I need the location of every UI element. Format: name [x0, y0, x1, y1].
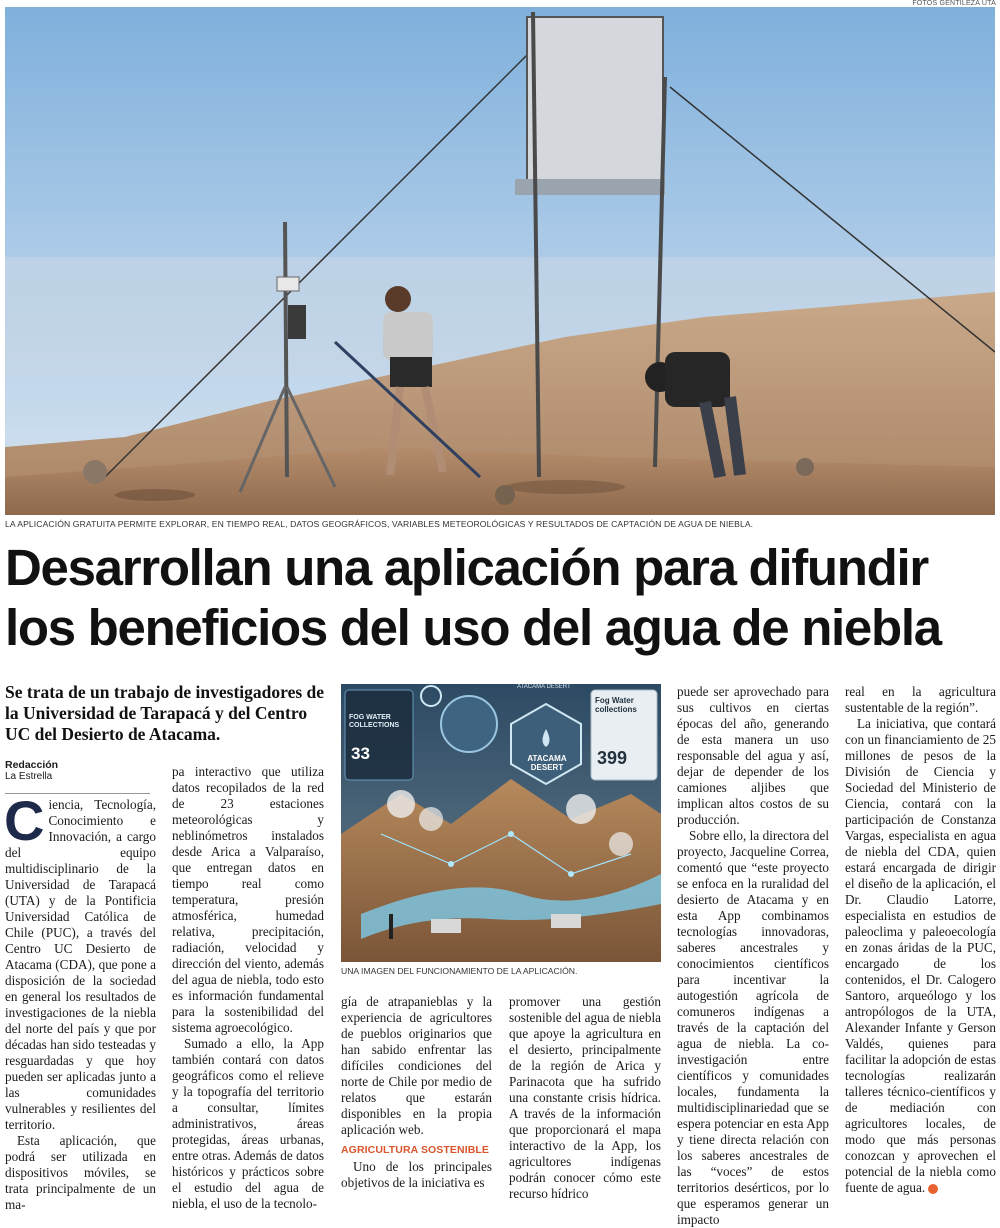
article-paragraph: gía de atrapanieblas y la experiencia de agricultores de pueblos originarios que han sabido enfrentar las difíciles condiciones del norte de Chile por medio de relatos que estarán disponibles en la propia aplicación web.: [341, 994, 492, 1137]
infographic-right-title: Fog Water collections: [595, 696, 637, 714]
paragraph-text: La iniciativa, que contará con un financiamiento de 25 millones de pesos de la División de Ciencia y Sociedad del Ministerio de Ciencia, contará con la participación de Constanza Vargas, especialista en agua de niebla del CDA, quien estará encargada de dirigir el diseño de la aplicación, el Dr. Claudio Latorre, especialista en estudios de paleoclima y paleoecología en zonas áridas de la PUC, encargado de los contenidos, el Dr. Calogero Santoro, arqueólogo y los antropólogos de la UTA, Alexander Infante y Gerson Valdés, quienes para facilitar la adopción de estas tecnologías realizarán talleres técnico-científicos y de mediación con agricultores locales, de modo que más personas conozcan y aprovechen el potencial de la niebla como fuente de agua.: [845, 716, 996, 1195]
dropcap: C: [4, 789, 45, 852]
photo-credit: FOTOS GENTILEZA UTA: [912, 0, 996, 7]
article-paragraph: puede ser aprovechado para sus cultivos en ciertas épocas del año, generando de esta manera un uso responsable del agua y así, dejar de depender de los camiones aljibes que implican altos costos de su producción.: [677, 684, 829, 827]
infographic-right-value: 399: [597, 748, 628, 768]
article-paragraph: [4, 789, 156, 1133]
article-column-4: [509, 994, 661, 1202]
photo-caption: LA APLICACIÓN GRATUITA PERMITE EXPLORAR, EN TIEMPO REAL, DATOS GEOGRÁFICOS, VARIABLES METEOROLÓGICAS Y RESULTADOS DE CAPTACIÓN DE AGUA DE NIEBLA.: [5, 519, 754, 529]
article-paragraph: Sumado a ello, la App también contará con datos geográficos como el relieve y la topografía del territorio a consultar, límites administrativos, áreas protegidas, áreas urbanas, entre otras. Además de datos históricos y prácticos sobre el estudio del agua de niebla, el uso de la tecnolo-: [172, 1036, 324, 1211]
article-column-1: [4, 789, 156, 1213]
article-paragraph: Esta aplicación, que podrá ser utilizada en dispositivos móviles, se trata principalmente de un ma-: [5, 1133, 156, 1212]
infographic-image: [341, 684, 661, 962]
byline-author: Redacción: [5, 759, 59, 771]
subhead: Se trata de un trabajo de investigadores de la Universidad de Tarapacá y del Centro UC del Desierto de Atacama.: [5, 682, 325, 744]
article-paragraph: pa interactivo que utiliza datos recopilados de la red de 23 estaciones meteorológicas y neblinómetros instalados desde Arica a Valparaíso, que entregan datos en tiempo real como temperatura, presión atmosférica, humedad relativa, precipitación, radiación, velocidad y dirección del viento, además del agua de niebla, todo esto es información fundamental para la sostenibilidad del sistema agroecológico.: [172, 764, 324, 1035]
byline-outlet: La Estrella: [5, 771, 53, 782]
article-paragraph: real en la agricultura sustentable de la región”.: [845, 684, 996, 715]
article-paragraph: [845, 716, 996, 1196]
section-heading: AGRICULTURA SOSTENIBLE: [341, 1144, 490, 1156]
article-column-2: [172, 764, 324, 1212]
headline: Desarrollan una aplicación para difundir los beneficios del uso del agua de niebla: [5, 539, 941, 656]
infographic-left-value: 33: [351, 744, 370, 763]
byline: [5, 759, 58, 783]
paragraph-text: iencia, Tecnología, Conocimiento e Innovación, a cargo del equipo multidisciplinario de la Universidad de Tarapacá (UTA) y de la Pontificia Universidad Católica de Chile (PUC), a través del Centro UC Desierto de Atacama (CDA), que pone a disposición de la sociedad en general los resultados de investigaciones de la niebla del norte del país y que por décadas han sido testeadas y resguardadas y que hoy pueden ser aplicadas junto a las comunidades vulnerables y resilientes del territorio.: [5, 797, 156, 1132]
infographic-caption: UNA IMAGEN DEL FUNCIONAMIENTO DE LA APLICACIÓN.: [341, 966, 578, 976]
end-mark-icon: [928, 1184, 938, 1194]
article-column-6: [845, 684, 996, 1196]
article-paragraph: promover una gestión sostenible del agua de niebla que apoye la agricultura en el desierto, principalmente de la región de Arica y Parinacota que ha sufrido una constante crisis hídrica. A través de la información que proporcionará el mapa interactivo de la App, los agricultores indígenas podrán conocer cómo este recurso hídrico: [509, 994, 661, 1201]
infographic-top-label: ATACAMA DESERT: [517, 684, 571, 690]
infographic-left-title: FOG WATER COLLECTIONS: [349, 714, 400, 729]
article-column-5: [677, 684, 829, 1228]
infographic-center-title: ATACAMA DESERT: [527, 754, 567, 772]
article-paragraph: Sobre ello, la directora del proyecto, Jacqueline Correa, comentó que “este proyecto se enfoca en la ruralidad del desierto de Atacama y en esta App combinamos tecnologías innovadoras, saberes ancestrales y conocimientos científicos para incentivar la autogestión agrícola de comuneros indígenas a través de la captación del agua de niebla. La co-investigación entre científicos y comunidades locales, fundamenta la multidisciplinariedad que se espera potenciar en esta App y tiene directa relación con los saberes ancestrales de las “voces” de estos territorios desérticos, por lo que esperamos generar un impacto: [677, 828, 829, 1227]
main-photo: [5, 7, 995, 515]
article-column-3: [341, 994, 492, 1191]
article-paragraph: Uno de los principales objetivos de la iniciativa es: [341, 1159, 492, 1190]
